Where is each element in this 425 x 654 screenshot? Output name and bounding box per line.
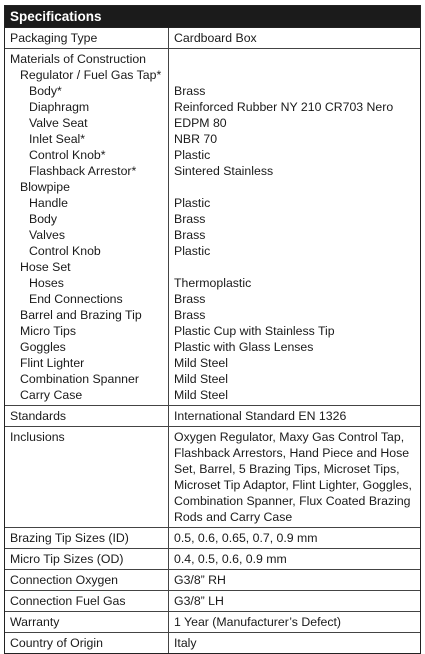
spec-row-label: Brazing Tip Sizes (ID) [5, 528, 169, 548]
spec-row-label: Country of Origin [5, 633, 169, 653]
material-item-label: Flashback Arrestor* [29, 164, 137, 178]
materials-labels [5, 49, 169, 405]
spec-row-value: 1 Year (Manufacturer’s Defect) [174, 615, 342, 629]
material-item-value: Sintered Stainless [174, 164, 274, 178]
material-item-label: Body* [29, 84, 62, 98]
material-item-value: EDPM 80 [174, 116, 227, 130]
specifications-table [4, 5, 421, 654]
material-item-label: Regulator / Fuel Gas Tap* [20, 68, 162, 82]
material-item-label: Inlet Seal* [29, 132, 86, 146]
material-item-label: End Connections [29, 292, 123, 306]
material-item-label: Hoses [29, 276, 64, 290]
materials-label-list [10, 67, 168, 403]
materials-heading: Materials of Construction [10, 52, 147, 66]
materials-value-list [174, 67, 414, 403]
material-item-value: NBR 70 [174, 132, 218, 146]
inclusions-row [5, 426, 420, 527]
material-item-value: Plastic with Glass Lenses [174, 340, 314, 354]
inclusions-line: Flashback Arrestors, Hand Piece and Hose [174, 446, 410, 460]
standards-value: International Standard EN 1326 [174, 409, 347, 423]
material-item-label: Hose Set [20, 260, 71, 274]
materials-row [5, 48, 420, 405]
material-item-value: Brass [174, 308, 206, 322]
material-item-label: Flint Lighter [20, 356, 85, 370]
spec-row [5, 569, 420, 590]
material-item-value: Mild Steel [174, 372, 228, 386]
inclusions-line: Set, Barrel, 5 Brazing Tips, Microset Tips, [174, 462, 400, 476]
material-item-label: Diaphragm [29, 100, 90, 114]
material-item-label: Carry Case [20, 388, 83, 402]
spec-row-value: Italy [174, 636, 197, 650]
material-item-value: Reinforced Rubber NY 210 CR703 Nero [174, 100, 394, 114]
material-item-value: Plastic [174, 196, 211, 210]
material-item-value: Mild Steel [174, 356, 228, 370]
spec-row-label: Micro Tip Sizes (OD) [5, 549, 169, 569]
spec-row-value: 0.4, 0.5, 0.6, 0.9 mm [174, 552, 287, 566]
material-item-value: Thermoplastic [174, 276, 252, 290]
material-item-value: Brass [174, 292, 206, 306]
material-item-label: Valves [29, 228, 65, 242]
material-item-label: Body [29, 212, 58, 226]
inclusions-line: Combination Spanner, Flux Coated Brazing [174, 494, 411, 508]
material-item-label: Micro Tips [20, 324, 77, 338]
table-title: Specifications [5, 6, 420, 28]
material-item-value [174, 179, 414, 195]
standards-label: Standards [5, 406, 169, 426]
packaging-value: Cardboard Box [174, 31, 257, 45]
material-item-label: Goggles [20, 340, 66, 354]
inclusions-line: Oxygen Regulator, Maxy Gas Control Tap, [174, 430, 405, 444]
packaging-label: Packaging Type [5, 28, 169, 48]
inclusions-value [169, 427, 420, 527]
packaging-row [5, 28, 420, 48]
material-item-label: Handle [29, 196, 68, 210]
spec-row [5, 632, 420, 653]
material-item-value: Plastic [174, 244, 211, 258]
spec-row [5, 590, 420, 611]
material-item-value [174, 259, 414, 275]
material-item-value: Plastic Cup with Stainless Tip [174, 324, 335, 338]
material-item-label: Control Knob* [29, 148, 106, 162]
material-item-value: Brass [174, 212, 206, 226]
spec-row [5, 527, 420, 548]
materials-values [169, 49, 420, 405]
material-item-value: Brass [174, 84, 206, 98]
material-item-value [174, 67, 414, 83]
spec-row-label: Warranty [5, 612, 169, 632]
material-item-label: Combination Spanner [20, 372, 139, 386]
material-item-value: Brass [174, 228, 206, 242]
spec-row-label: Connection Oxygen [5, 570, 169, 590]
material-item-label: Blowpipe [20, 180, 70, 194]
spec-row [5, 611, 420, 632]
material-item-value: Mild Steel [174, 388, 228, 402]
inclusions-line: Microset Tip Adaptor, Flint Lighter, Goggles, [174, 478, 412, 492]
bottom-rows [5, 527, 420, 653]
standards-row [5, 405, 420, 426]
materials-heading-spacer [174, 51, 414, 67]
inclusions-line: Rods and Carry Case [174, 510, 293, 524]
inclusions-label: Inclusions [5, 427, 169, 527]
material-item-label: Barrel and Brazing Tip [20, 308, 142, 322]
material-item-value: Plastic [174, 148, 211, 162]
spec-row-value: G3/8” LH [174, 594, 224, 608]
spec-row-label: Connection Fuel Gas [5, 591, 169, 611]
material-item-label: Valve Seat [29, 116, 88, 130]
spec-row [5, 548, 420, 569]
spec-row-value: 0.5, 0.6, 0.65, 0.7, 0.9 mm [174, 531, 318, 545]
material-item-label: Control Knob [29, 244, 101, 258]
spec-row-value: G3/8” RH [174, 573, 226, 587]
